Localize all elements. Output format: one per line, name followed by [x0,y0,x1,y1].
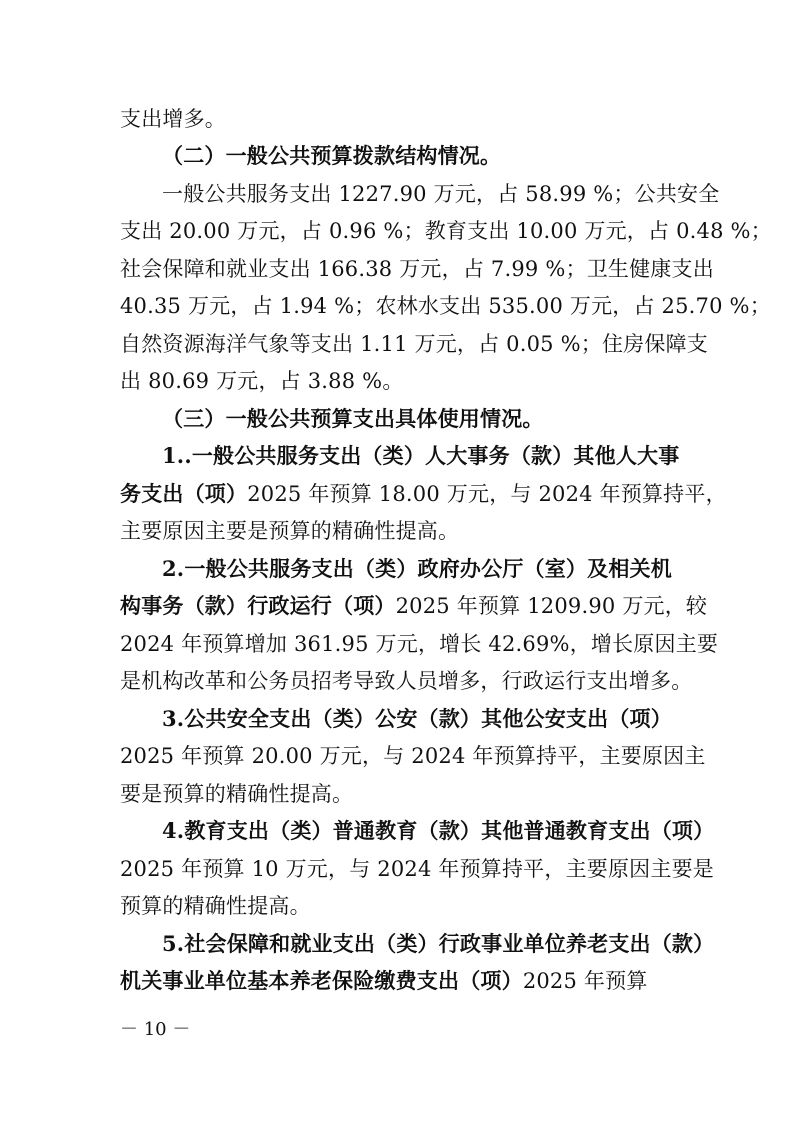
item-heading-continued: 务支出（项） [120,481,248,506]
item-heading: 4.教育支出（类）普通教育（款）其他普通教育支出（项） [162,818,715,843]
item-heading: 5.社会保障和就业支出（类）行政事业单位养老支出（款） [162,931,715,956]
section-heading: （三）一般公共预算支出具体使用情况。 [162,406,544,431]
paragraph-line [120,966,648,996]
paragraph-line: 2025 年预算 10 万元，与 2024 年预算持平，主要原因主要是 [120,857,714,881]
paragraph-text: 2025 年预算 [522,969,648,993]
paragraph-line: 支出增多。 [120,107,226,131]
paragraph-line: 支出 20.00 万元，占 0.96 %；教育支出 10.00 万元，占 0.48 %； [120,219,772,243]
paragraph-line [120,591,707,621]
item-heading-continued: 机关事业单位基本养老保险缴费支出（项） [120,968,523,993]
item-heading: 3.公共安全支出（类）公安（款）其他公安支出（项） [162,706,672,731]
item-heading-continued: 构事务（款）行政运行（项） [120,593,396,618]
paragraph-line: 要是预算的精确性提高。 [120,782,354,806]
paragraph-line: 是机构改革和公务员招考导致人员增多，行政运行支出增多。 [120,669,693,693]
paragraph-line: 一般公共服务支出 1227.90 万元，占 58.99 %；公共安全 [162,182,720,206]
paragraph-line: 自然资源海洋气象等支出 1.11 万元，占 0.05 %；住房保障支 [120,332,708,356]
page-number: － 10 － [120,1019,191,1040]
paragraph-line: 2024 年预算增加 361.95 万元，增长 42.69%，增长原因主要 [120,632,719,656]
paragraph-line [120,479,727,509]
paragraph-line: 预算的精确性提高。 [120,894,311,918]
paragraph-line: 社会保障和就业支出 166.38 万元，占 7.99 %；卫生健康支出 [120,257,714,281]
item-heading: 1..一般公共服务支出（类）人大事务（款）其他人大事 [162,443,680,468]
paragraph-line: 2025 年预算 20.00 万元，与 2024 年预算持平，主要原因主 [120,744,706,768]
paragraph-line: 主要原因主要是预算的精确性提高。 [120,519,460,543]
paragraph-line: 40.35 万元，占 1.94 %；农林水支出 535.00 万元，占 25.70 %； [120,294,771,318]
paragraph-text: 2025 年预算 18.00 万元，与 2024 年预算持平， [247,482,727,506]
paragraph-text: 2025 年预算 1209.90 万元，较 [395,594,708,618]
paragraph-line: 出 80.69 万元，占 3.88 %。 [120,369,404,393]
item-heading: 2.一般公共服务支出（类）政府办公厅（室）及相关机 [162,556,672,581]
section-heading: （二）一般公共预算拨款结构情况。 [162,143,502,168]
